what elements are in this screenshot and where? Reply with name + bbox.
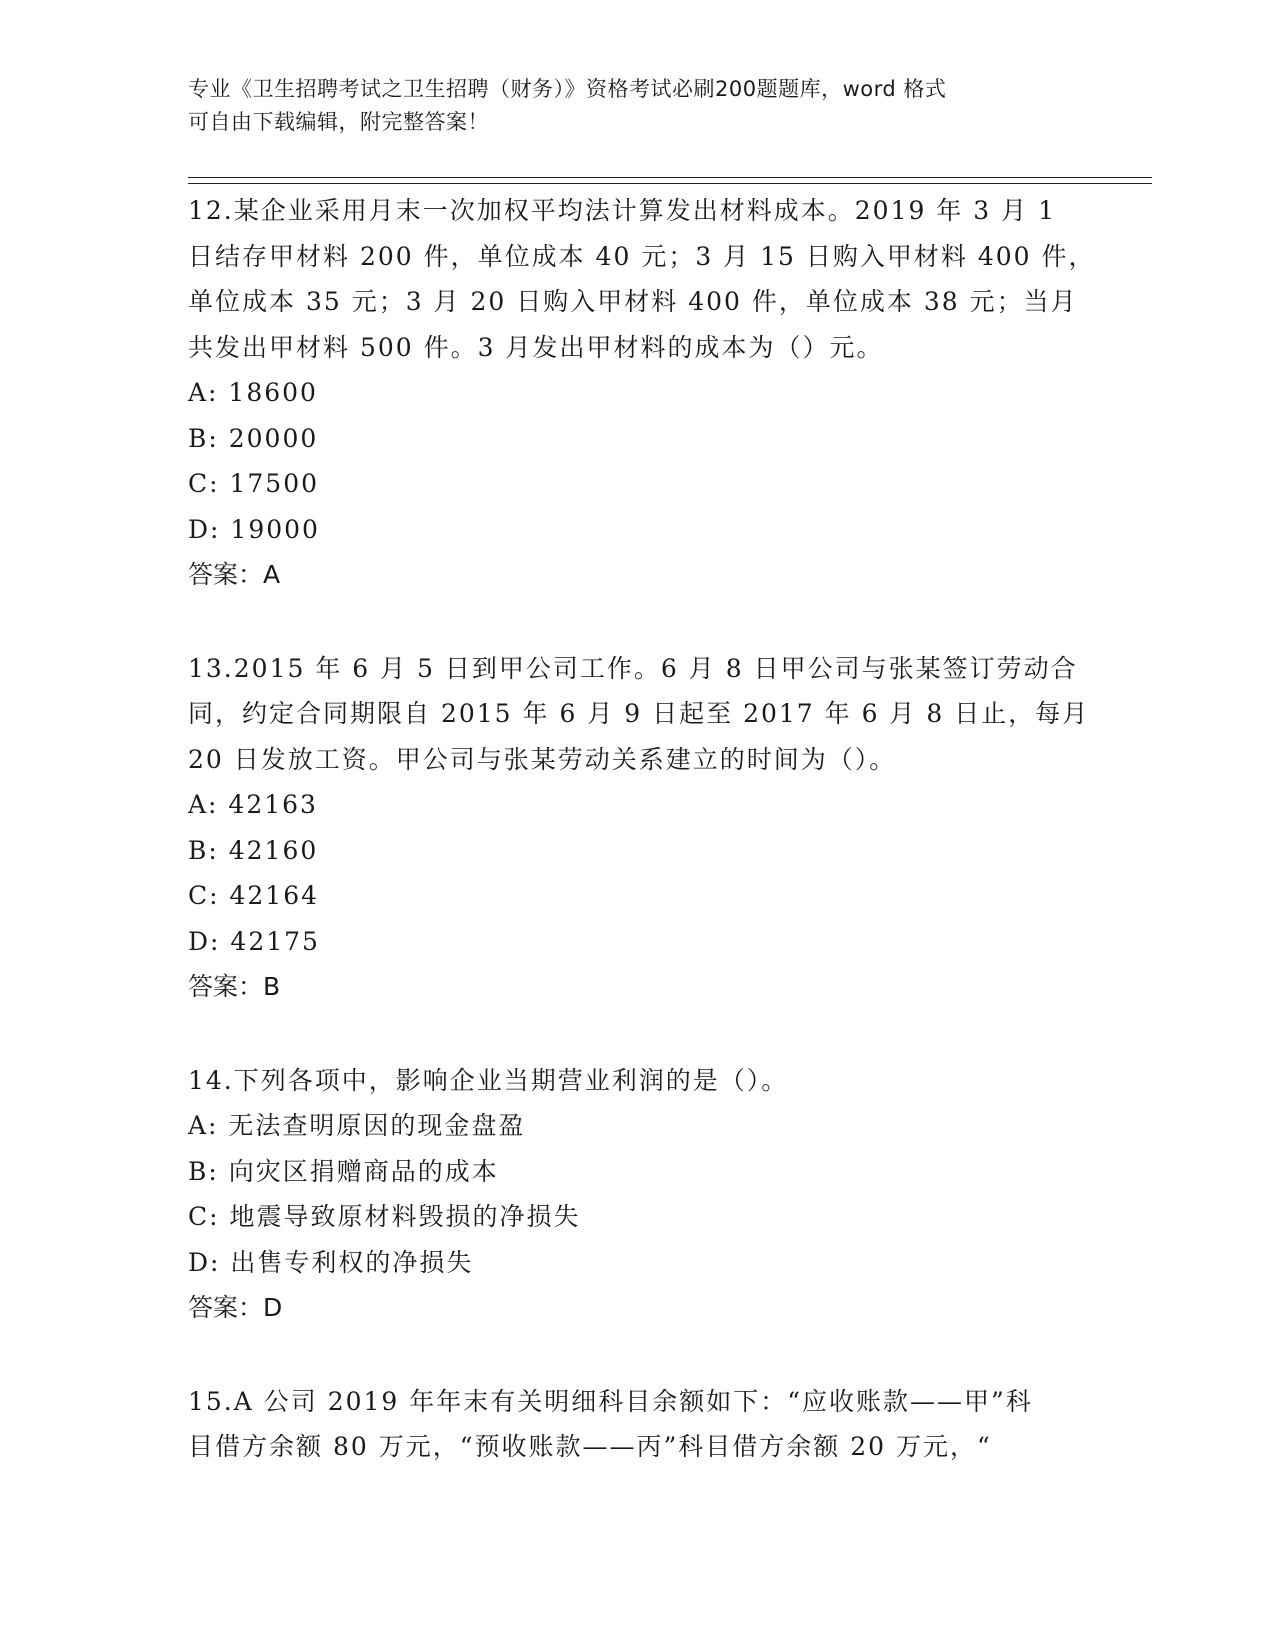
- question-stem: [188, 646, 1088, 783]
- stem-line: 共发出甲材料 500 件。3 月发出甲材料的成本为（）元。: [188, 332, 884, 362]
- option-b: B: 20000: [188, 423, 319, 453]
- document-header: [188, 73, 1088, 139]
- stem-line: 20 日发放工资。甲公司与张某劳动关系建立的时间为（）。: [188, 744, 897, 774]
- stem-line: 同，约定合同期限自 2015 年 6 月 9 日起至 2017 年 6 月 8 日止，每月: [188, 699, 1090, 728]
- option-d: D: 出售专利权的净损失: [188, 1247, 474, 1277]
- stem-line: 15.A 公司 2019 年年末有关明细科目余额如下：“应收账款——甲”科: [188, 1386, 1033, 1416]
- header-divider-bottom: [188, 183, 1152, 184]
- option-a: A: 42163: [188, 790, 318, 819]
- stem-line: 14.下列各项中，影响企业当期营业利润的是（）。: [188, 1065, 789, 1095]
- answer-line: 答案：B: [188, 972, 281, 1001]
- question-stem: [188, 1379, 1088, 1470]
- header-line-2: 可自由下载编辑，附完整答案！: [188, 110, 489, 134]
- question-15: [188, 1379, 1088, 1470]
- header-divider-top: [188, 177, 1152, 178]
- stem-line: 12.某企业采用月末一次加权平均法计算发出材料成本。2019 年 3 月 1: [188, 196, 1056, 225]
- stem-line: 单位成本 35 元；3 月 20 日购入甲材料 400 件，单位成本 38 元；当月: [188, 287, 1078, 316]
- option-b: B: 向灾区捐赠商品的成本: [188, 1156, 499, 1186]
- option-b: B: 42160: [188, 835, 319, 865]
- header-line-1: 专业《卫生招聘考试之卫生招聘（财务）》资格考试必刷200题题库，word 格式: [188, 77, 947, 101]
- question-14: [188, 1058, 1088, 1331]
- stem-line: 13.2015 年 6 月 5 日到甲公司工作。6 月 8 日甲公司与张某签订劳动合: [188, 653, 1078, 683]
- question-12: [188, 188, 1096, 598]
- option-c: C: 17500: [188, 469, 320, 498]
- option-d: D: 42175: [188, 926, 320, 956]
- question-list: [188, 188, 1096, 1518]
- question-stem: [188, 188, 1096, 370]
- question-13: [188, 646, 1088, 1010]
- option-d: D: 19000: [188, 514, 320, 544]
- answer-line: 答案：D: [188, 1293, 283, 1322]
- question-stem: [188, 1058, 1088, 1104]
- option-c: C: 42164: [188, 881, 320, 910]
- stem-line: 目借方余额 80 万元，“预收账款——丙”科目借方余额 20 万元，“: [188, 1432, 992, 1461]
- stem-line: 日结存甲材料 200 件，单位成本 40 元；3 月 15 日购入甲材料 400 件，: [188, 241, 1096, 271]
- option-a: A: 无法查明原因的现金盘盈: [188, 1111, 526, 1140]
- option-a: A: 18600: [188, 378, 318, 407]
- option-c: C: 地震导致原材料毁损的净损失: [188, 1202, 581, 1231]
- answer-line: 答案：A: [188, 560, 281, 589]
